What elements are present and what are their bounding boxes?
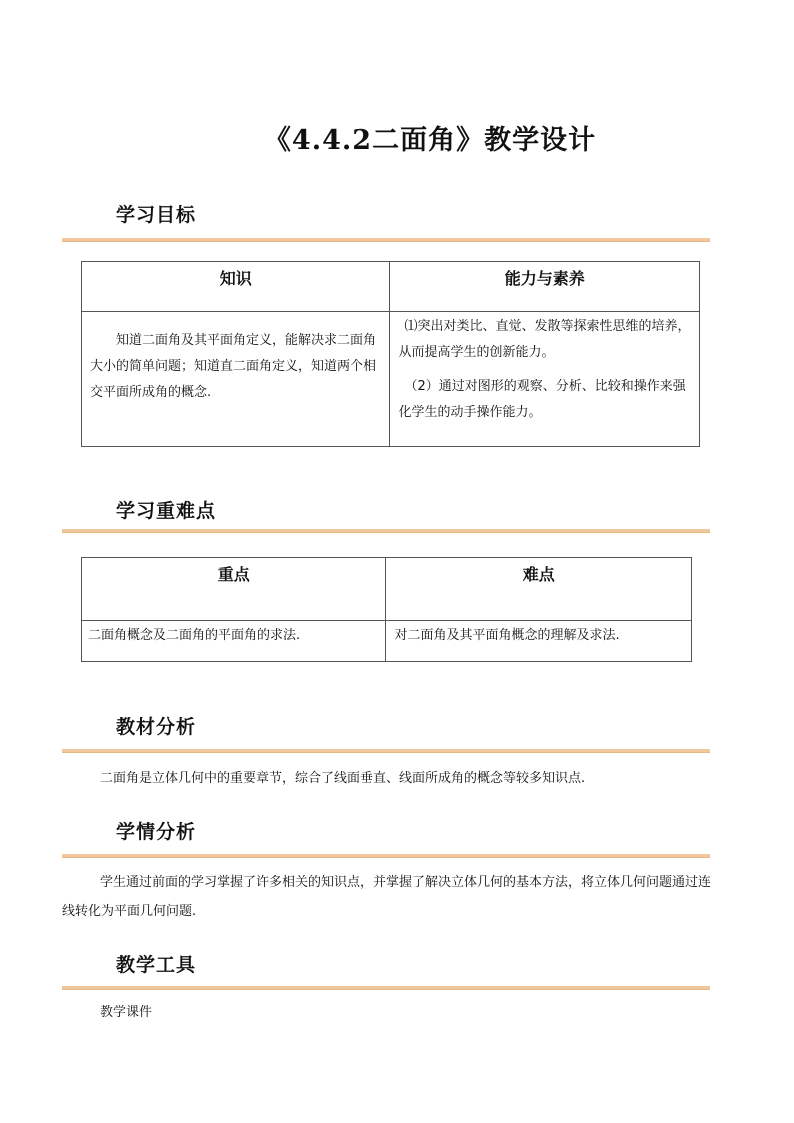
knowledge-cell [82, 312, 390, 447]
section-heading-tools: 教学工具 [116, 954, 197, 976]
section-heading-objectives: 学习目标 [116, 204, 197, 226]
section-divider [62, 749, 710, 753]
objectives-table [81, 261, 700, 447]
section-divider [62, 529, 710, 533]
section-divider [62, 238, 710, 242]
teaching-tools-text: 教学课件 [100, 1005, 153, 1020]
table-header-key: 重点 [82, 558, 386, 621]
page-title: 《4.4.2二面角》教学设计 [263, 125, 597, 156]
material-analysis-text: 二面角是立体几何中的重要章节，综合了线面垂直、线面所成角的概念等较多知识点. [100, 771, 586, 786]
table-header-difficult: 难点 [386, 558, 692, 621]
table-header-knowledge: 知识 [82, 262, 390, 312]
section-heading-material: 教材分析 [116, 716, 197, 738]
key-point-cell [82, 621, 386, 662]
difficult-point-text: 对二面角及其平面角概念的理解及求法. [394, 628, 620, 643]
section-heading-students: 学情分析 [116, 821, 197, 843]
key-point-text: 二面角概念及二面角的平面角的求法. [88, 628, 301, 643]
knowledge-text: 知道二面角及其平面角定义，能解决求二面角大小的简单问题；知道直二面角定义，知道两个相交平面所成角的概念. [90, 333, 377, 400]
ability-text-1: ⑴突出对类比、直觉、发散等探索性思维的培养，从而提高学生的创新能力。 [398, 319, 691, 360]
student-analysis-text: 学生通过前面的学习掌握了许多相关的知识点，并掌握了解决立体几何的基本方法，将立体几何问题通过连线转化为平面几何问题. [62, 875, 712, 919]
section-divider [62, 986, 710, 990]
section-divider [62, 854, 710, 858]
ability-text-2: （2）通过对图形的观察、分析、比较和操作来强化学生的动手操作能力。 [398, 379, 686, 420]
section-heading-key-points: 学习重难点 [116, 500, 217, 522]
ability-cell [390, 312, 700, 447]
difficult-point-cell [386, 621, 692, 662]
table-header-ability: 能力与素养 [390, 262, 700, 312]
key-points-table [81, 557, 692, 662]
